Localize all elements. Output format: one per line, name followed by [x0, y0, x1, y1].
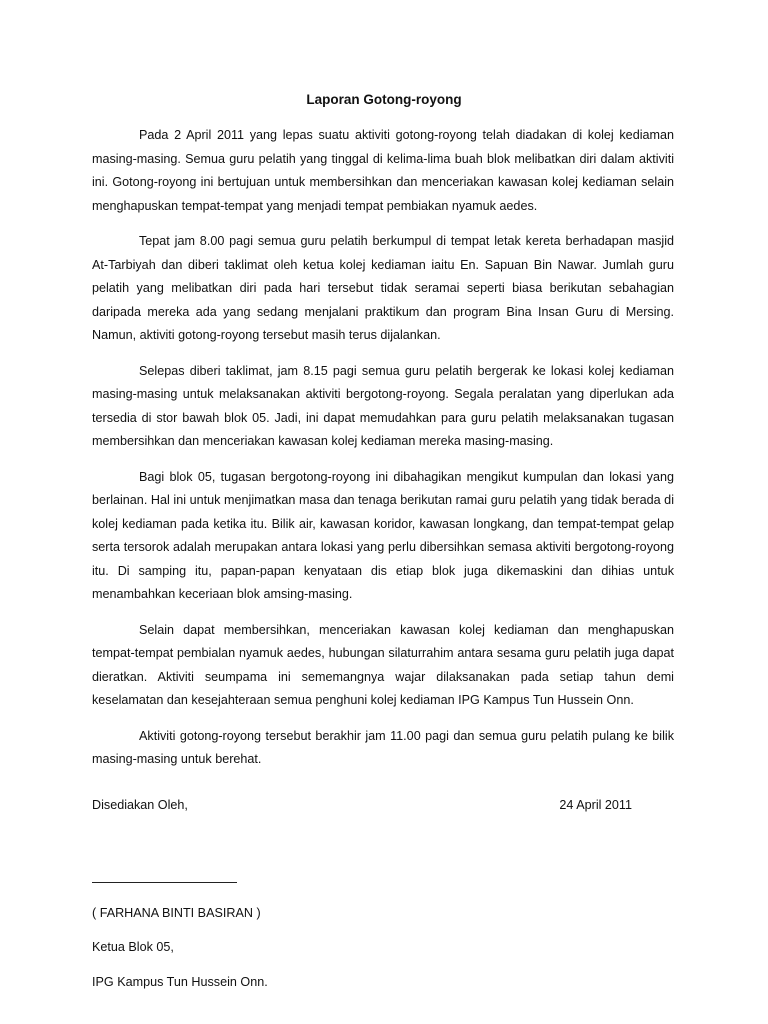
paragraph-1: Pada 2 April 2011 yang lepas suatu aktiviti gotong-royong telah diadakan di kolej kediaman masing-masing. Semua guru pelatih yang tinggal di kelima-lima buah blok melibatkan diri dalam aktiviti ini. Gotong-royong ini bertujuan untuk membersihkan dan menceriakan kawasan kolej kediaman selain menghapuskan tempat-tempat yang menjadi tempat pembiakan nyamuk aedes.: [92, 128, 674, 213]
paragraph-2: Tepat jam 8.00 pagi semua guru pelatih berkumpul di tempat letak kereta berhadapan masjid At-Tarbiyah dan diberi taklimat oleh ketua kolej kediaman iaitu En. Sapuan Bin Nawar. Jumlah guru pelatih yang melibatkan diri pada hari tersebut tidak seramai seperti biasa berikutan sebahagian daripada mereka ada yang sedang menjalani praktikum dan program Bina Insan Guru di Mersing. Namun, aktiviti gotong-royong tersebut masih terus dijalankan.: [92, 234, 674, 342]
signatory-institution: IPG Kampus Tun Hussein Onn.: [92, 975, 268, 989]
document-title: Laporan Gotong-royong: [306, 92, 462, 107]
signature-line: [92, 882, 237, 883]
report-date: 24 April 2011: [559, 798, 632, 812]
paragraph-6: Aktiviti gotong-royong tersebut berakhir jam 11.00 pagi dan semua guru pelatih pulang ke bilik masing-masing untuk berehat.: [92, 728, 674, 766]
signatory-position: Ketua Blok 05,: [92, 940, 174, 954]
paragraph-5: Selain dapat membersihkan, menceriakan kawasan kolej kediaman dan menghapuskan tempat-tempat pembialan nyamuk aedes, hubungan silaturrahim antara sesama guru pelatih juga dapat dieratkan. Aktiviti seumpama ini sememangnya wajar dilaksanakan pada setiap tahun demi keselamatan dan kesejahteraan semua penghuni kolej kediaman IPG Kampus Tun Hussein Onn.: [92, 622, 674, 707]
paragraph-3: Selepas diberi taklimat, jam 8.15 pagi semua guru pelatih bergerak ke lokasi kolej kediaman masing-masing untuk melaksanakan aktiviti bergotong-royong. Segala peralatan yang diperlukan ada tersedia di stor bawah blok 05. Jadi, ini dapat memudahkan para guru pelatih melaksanakan tugasan membersihkan dan menceriakan kawasan kolej kediaman mereka masing-masing.: [92, 363, 674, 448]
document-body: [92, 124, 674, 784]
paragraph-4: Bagi blok 05, tugasan bergotong-royong ini dibahagikan mengikut kumpulan dan lokasi yang berlainan. Hal ini untuk menjimatkan masa dan tenaga berikutan ramai guru pelatih yang tidak berada di kolej kediaman pada ketika itu. Bilik air, kawasan koridor, kawasan longkang, dan tempat-tempat gelap serta tersorok adalah merupakan antara lokasi yang perlu dibersihkan semasa aktiviti bergotong-royong itu. Di samping itu, papan-papan kenyataan dis etiap blok juga dikemaskini dan dihias untuk menambahkan keceriaan blok amsing-masing.: [92, 469, 674, 601]
prepared-by-label: Disediakan Oleh,: [92, 798, 188, 812]
signatory-name: ( FARHANA BINTI BASIRAN ): [92, 906, 261, 920]
